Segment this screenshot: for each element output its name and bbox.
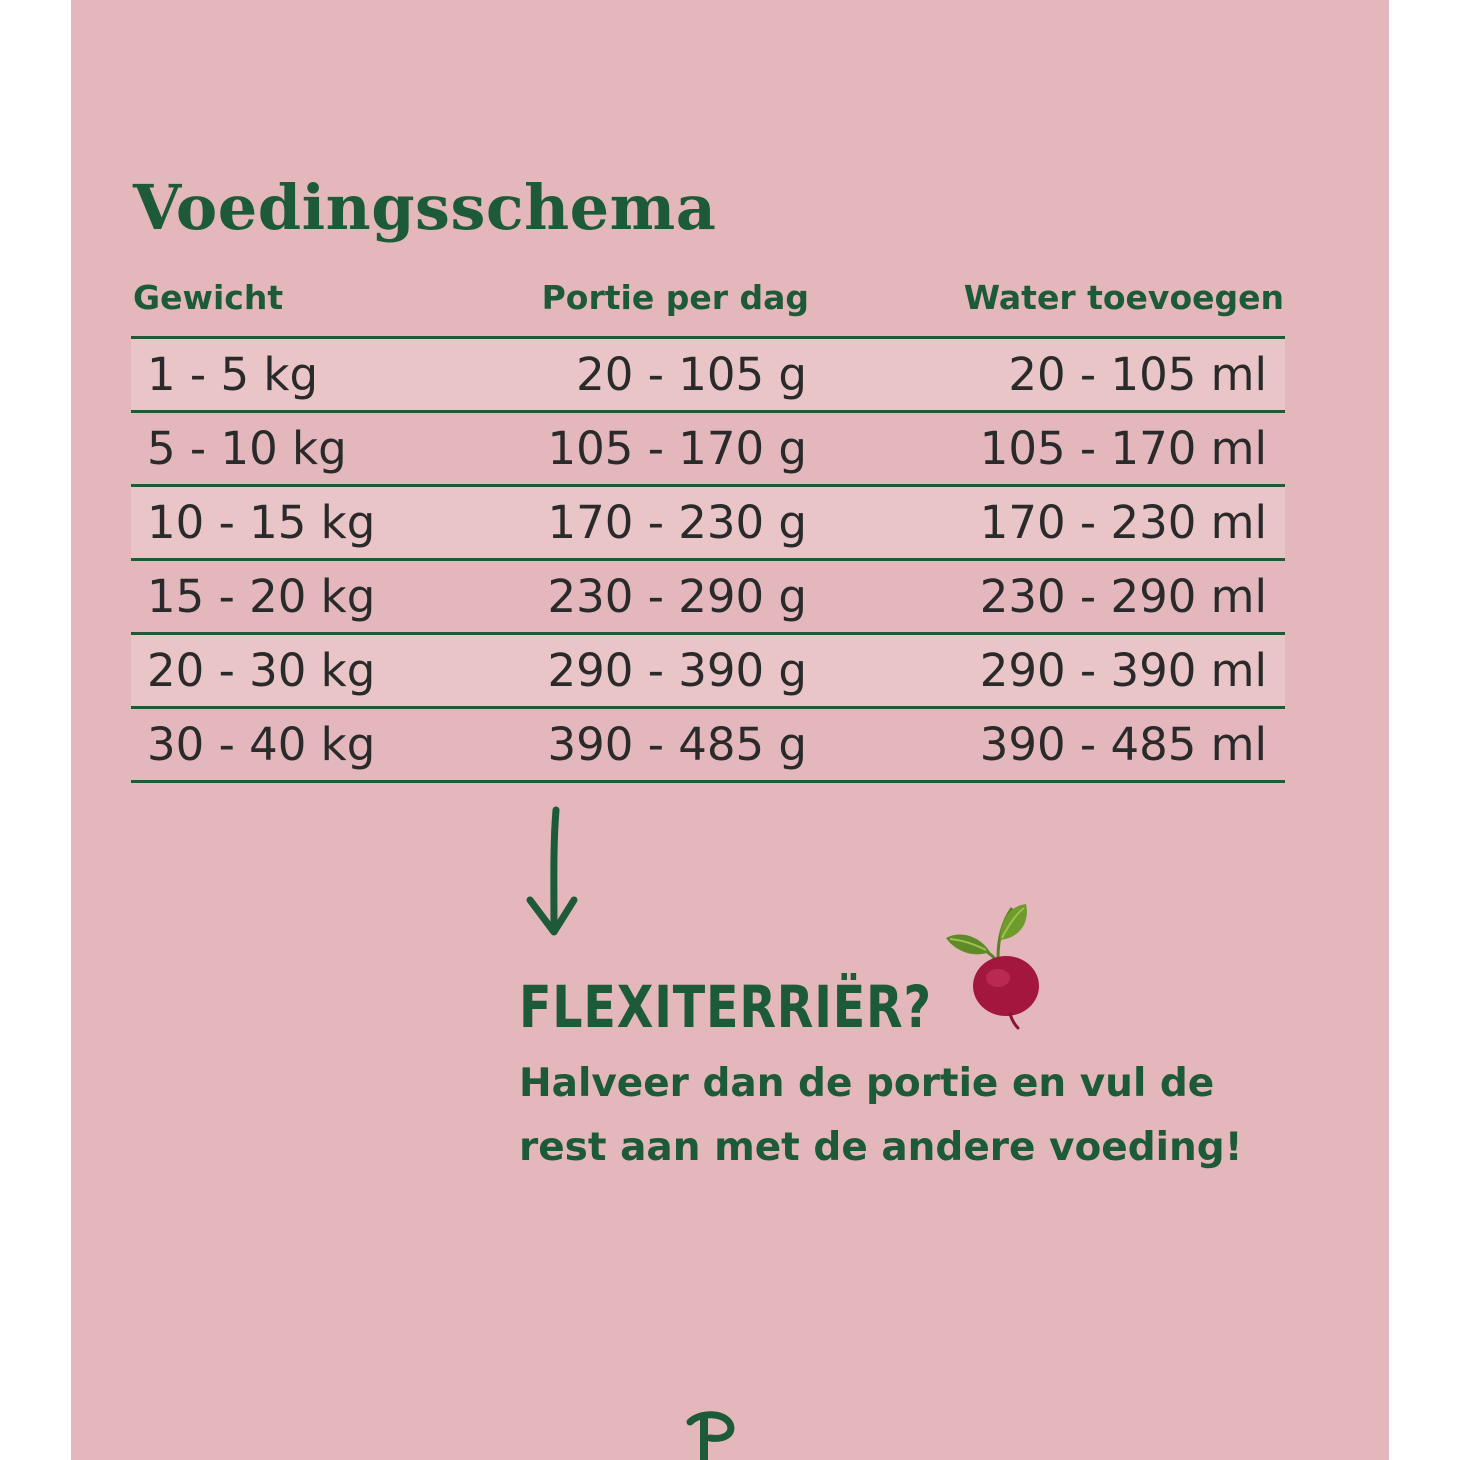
cell-weight: 10 - 15 kg: [147, 496, 376, 549]
table-row: [131, 339, 1285, 413]
cell-portion: 105 - 170 g: [547, 422, 807, 475]
cell-portion: 170 - 230 g: [547, 496, 807, 549]
table-row: [131, 635, 1285, 709]
cell-water: 230 - 290 ml: [979, 570, 1267, 623]
cell-weight: 1 - 5 kg: [147, 348, 319, 401]
cell-water: 20 - 105 ml: [1008, 348, 1267, 401]
cell-water: 290 - 390 ml: [979, 644, 1267, 697]
feeding-table: [131, 336, 1285, 783]
table-row: [131, 709, 1285, 783]
cell-portion: 20 - 105 g: [576, 348, 807, 401]
callout-heading: FLEXITERRIËR?: [519, 973, 932, 1041]
cell-portion: 390 - 485 g: [547, 718, 807, 771]
cell-weight: 30 - 40 kg: [147, 718, 376, 771]
callout-text: Halveer dan de portie en vul de rest aan met de andere voeding!: [519, 1061, 1243, 1170]
table-row: [131, 413, 1285, 487]
beet-icon: [940, 900, 1050, 1030]
cell-water: 170 - 230 ml: [979, 496, 1267, 549]
cell-water: 105 - 170 ml: [979, 422, 1267, 475]
cell-weight: 5 - 10 kg: [147, 422, 347, 475]
cell-portion: 290 - 390 g: [547, 644, 807, 697]
arrow-down-icon: [524, 806, 584, 942]
cell-water: 390 - 485 ml: [979, 718, 1267, 771]
header-weight: Gewicht: [133, 278, 284, 317]
cell-portion: 230 - 290 g: [547, 570, 807, 623]
logo-p-icon: [684, 1408, 738, 1460]
header-portion: Portie per dag: [541, 278, 809, 317]
page-title: Voedingsschema: [133, 171, 717, 244]
table-row: [131, 487, 1285, 561]
cell-weight: 15 - 20 kg: [147, 570, 376, 623]
cell-weight: 20 - 30 kg: [147, 644, 376, 697]
table-header: [133, 274, 1284, 322]
table-row: [131, 561, 1285, 635]
header-water: Water toevoegen: [963, 278, 1284, 317]
